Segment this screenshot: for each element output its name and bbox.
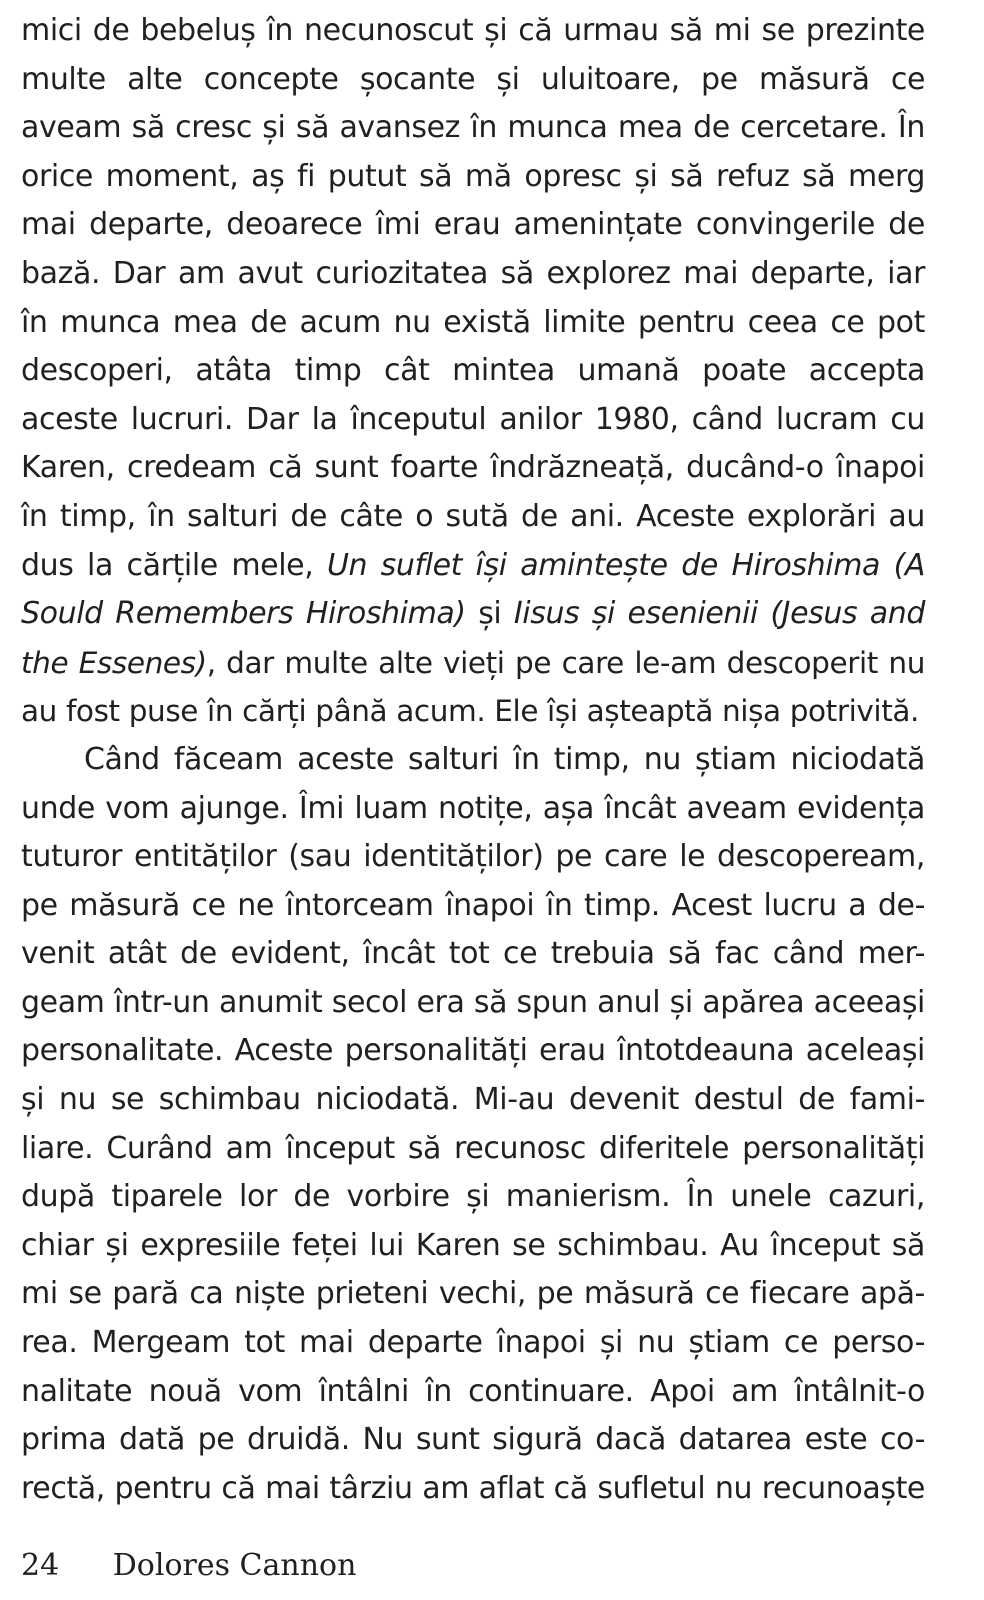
author-name: Dolores Cannon [112, 1548, 357, 1583]
text-line [21, 299, 925, 348]
text-line [21, 1416, 925, 1465]
text-segment: multe alte concepte șocante și uluitoare, pe măsură ce [21, 61, 925, 97]
text-segment: tuturor entităților (sau identităților) pe care le descopeream, [21, 839, 925, 875]
text-line [21, 396, 925, 445]
text-line [21, 56, 925, 105]
text-segment: chiar și expresiile feței lui Karen se schimbau. Au început să [21, 1227, 925, 1263]
text-line [21, 493, 925, 542]
text-line [21, 590, 925, 639]
italic-text: Iisus și esenienii (Jesus and [513, 596, 925, 632]
text-segment: Karen, credeam că sunt foarte îndrăzneață, ducând-o înapoi [21, 450, 925, 486]
text-line [21, 833, 925, 882]
text-segment: mi se pară ca niște prieteni vechi, pe măsură ce fiecare apă- [21, 1276, 925, 1312]
text-line [21, 1368, 925, 1417]
text-line [21, 1027, 925, 1076]
text-line [21, 1076, 925, 1125]
text-line [21, 153, 925, 202]
italic-text: the Essenes) [21, 645, 207, 680]
text-segment: descoperi, atâta timp cât mintea umană poate accepta [21, 353, 925, 389]
text-segment: Când făceam aceste salturi în timp, nu știam niciodată [84, 741, 925, 777]
text-line [21, 639, 925, 688]
text-segment: rectă, pentru că mai târziu am aflat că sufletul nu recunoaște [21, 1470, 925, 1506]
text-segment: rea. Mergeam tot mai departe înapoi și nu știam ce perso- [21, 1325, 925, 1361]
text-segment: venit atât de evident, încât tot ce trebuia să fac când mer- [21, 936, 925, 972]
text-segment: dus la cărțile mele, [21, 547, 327, 583]
text-segment: aceste lucruri. Dar la începutul anilor 1980, când lucram cu [21, 401, 925, 437]
text-line [21, 347, 925, 396]
text-segment: nalitate nouă vom întâlni în continuare. Apoi am întâlnit-o [21, 1373, 925, 1409]
text-line [21, 1319, 925, 1368]
text-line [21, 1465, 925, 1514]
body-text [21, 7, 925, 1513]
text-line [21, 979, 925, 1028]
text-segment: prima dată pe druidă. Nu sunt sigură dacă datarea este co- [21, 1422, 925, 1458]
italic-text: Un suflet își amintește de Hiroshima (A [326, 547, 925, 583]
text-line [21, 444, 925, 493]
text-line [21, 1270, 925, 1319]
text-line [21, 7, 925, 56]
text-line [21, 736, 925, 785]
text-line [21, 1125, 925, 1174]
text-segment: au fost puse în cărți până acum. Ele își așteaptă nișa potrivită. [21, 694, 920, 729]
text-line [21, 104, 925, 153]
text-segment: pe măsură ce ne întorceam înapoi în timp. Acest lucru a de- [21, 887, 925, 923]
text-line [21, 687, 925, 736]
text-segment: după tiparele lor de vorbire și manierism. În unele cazuri, [21, 1179, 925, 1215]
text-line [21, 201, 925, 250]
text-segment: în timp, în salturi de câte o sută de ani. Aceste explorări au [21, 498, 925, 534]
text-segment: unde vom ajunge. Îmi luam notițe, așa încât aveam evidența [21, 790, 925, 826]
text-segment: și [465, 596, 514, 632]
text-segment: bază. Dar am avut curiozitatea să explorez mai departe, iar [21, 255, 925, 291]
text-segment: în munca mea de acum nu există limite pentru ceea ce pot [21, 304, 925, 340]
text-line [21, 1173, 925, 1222]
text-segment: geam într-un anumit secol era să spun anul și apărea aceeași [21, 984, 925, 1020]
text-segment: mici de bebeluș în necunoscut și că urmau să mi se prezinte [21, 13, 925, 48]
text-segment: , dar multe alte vieți pe care le-am descoperit nu [206, 645, 925, 680]
text-segment: orice moment, aș fi putut să mă opresc și să refuz să merg [21, 158, 925, 194]
text-segment: aveam să cresc și să avansez în munca mea de cercetare. În [21, 110, 925, 146]
text-segment: liare. Curând am început să recunosc diferitele personalități [21, 1130, 925, 1166]
text-segment: mai departe, deoarece îmi erau amenințate convingerile de [21, 207, 925, 243]
text-line [21, 250, 925, 299]
text-line [21, 882, 925, 931]
page-number: 24 [21, 1548, 60, 1583]
text-segment: și nu se schimbau niciodată. Mi-au devenit destul de fami- [21, 1082, 925, 1118]
text-line [21, 1222, 925, 1271]
italic-text: Sould Remembers Hiroshima) [21, 596, 466, 632]
text-line [21, 542, 925, 591]
text-line [21, 930, 925, 979]
text-line [21, 785, 925, 834]
text-segment: personalitate. Aceste personalități erau întotdeauna aceleași [21, 1033, 925, 1069]
page-footer [21, 1548, 356, 1583]
